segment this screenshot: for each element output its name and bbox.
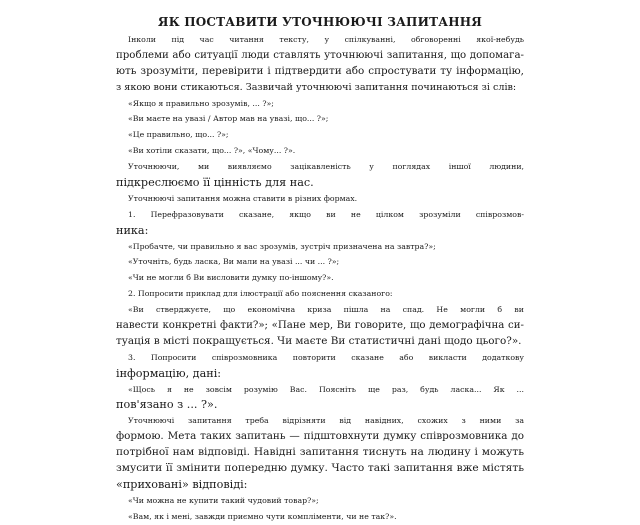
text-line: Уточнюючі запитання можна ставити в різних формах. [128,193,358,203]
text-line: Уточнюючі запитання треба відрізняти від навідних, схожих з ними за [128,416,524,426]
text-line: «Ви хотіли сказати, що... ?», «Чому... ?». [128,146,296,156]
text-line: «Чи можна не купити такий чудовий товар?»; [128,495,319,505]
text-line: «Ви стверджуєте, що економічна криза пішла на спад. Не могли б ви [128,305,524,315]
text-line: «Пробачте, чи правильно я вас зрозумів, зустріч призначена на завтра?»; [128,241,436,251]
text-line: «Якщо я правильно зрозумів, ... ?»; [128,98,274,108]
text-line: навести конкретні факти?»; «Пане мер, Ви говорите, що демографічна си- [116,320,524,332]
text-line: потрібної нам відповіді. Навідні запитання тиснуть на людину і можуть [116,446,524,459]
text-line: 1. Перефразовувати сказане, якщо ви не цілком зрозуміли співрозмов- [128,209,524,219]
text-line: підкреслюємо її цінність для нас. [116,176,314,190]
text-line: «Ви маєте на увазі / Автор мав на увазі, що... ?»; [128,114,329,124]
text-line: «Щось я не зовсім розумію Вас. Поясніть ще раз, будь ласка... Як ... [128,384,524,394]
text-body [116,32,524,525]
text-line: пов'язано з ... ?». [116,398,218,412]
text-line: Уточнюючи, ми виявляємо зацікавленість у поглядах іншої людини, [128,162,524,172]
text-line: 3. Попросити співрозмовника повторити сказане або викласти додаткову [128,352,524,362]
text-line: ника: [116,223,149,237]
text-line: проблеми або ситуації люди ставлять уточнюючі запитання, що допомага- [116,49,524,61]
text-line: «Вам, як і мені, завжди приємно чути компліменти, чи не так?». [128,511,397,521]
text-line: туація в місті покращується. Чи маєте Ви статистичні дані щодо цього?». [116,334,522,347]
text-line: Інколи під час читання тексту, у спілкуванні, обговоренні якої-небудь [128,35,524,44]
text-line: ють зрозуміти, перевірити і підтвердити або спростувати ту інформацію, [116,64,524,77]
page-title: ЯК ПОСТАВИТИ УТОЧНЮЮЧІ ЗАПИТАННЯ [157,15,483,29]
text-line: «Чи не могли б Ви висловити думку по-іншому?». [128,273,334,283]
text-line: «Це правильно, що... ?»; [128,130,229,140]
text-line: інформацію, дані: [116,366,222,380]
text-line: «Уточніть, будь ласка, Ви мали на увазі ... чи ... ?»; [128,257,340,267]
text-line: змусити її змінити попередню думку. Часто такі запитання вже містять [116,462,524,475]
text-line: з якою вони стикаються. Зазвичай уточнюючі запитання починаються зі слів: [116,81,517,93]
text-line: формою. Мета таких запитань — підштовхнути думку співрозмовника до [116,430,524,443]
text-line: 2. Попросити приклад для ілюстрації або пояснення сказаного: [128,289,393,299]
text-line: «приховані» відповіді: [116,477,248,491]
